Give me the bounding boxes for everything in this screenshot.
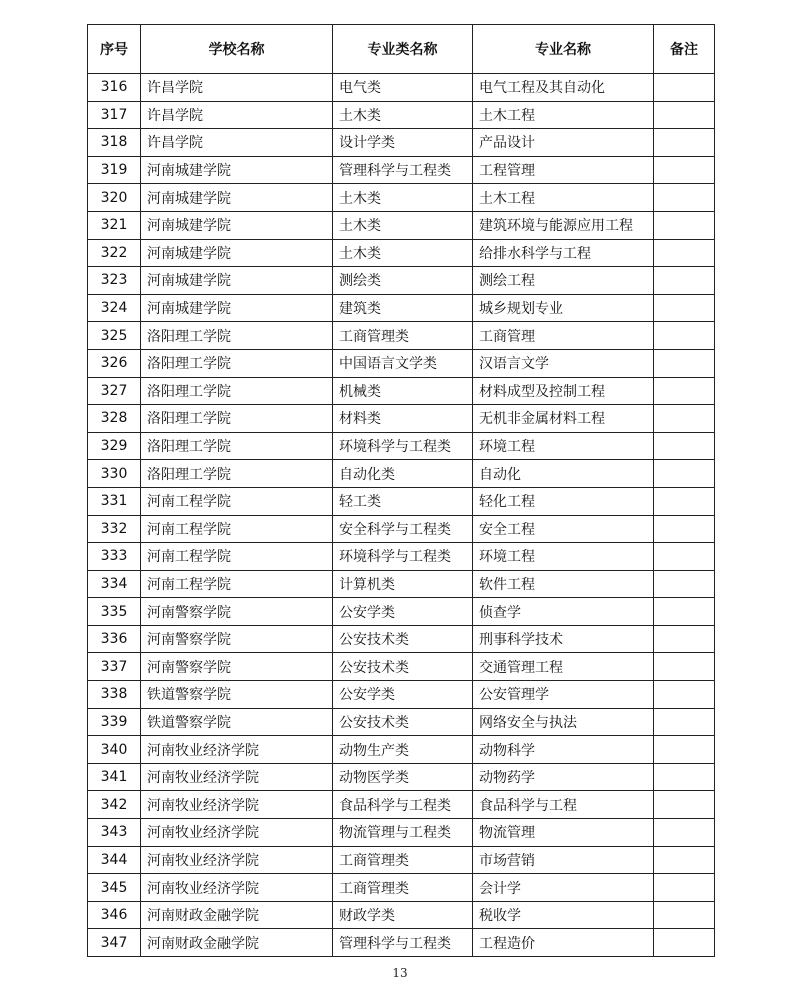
cell-school-name: 河南牧业经济学院 [141,819,333,847]
cell-major-name: 动物科学 [473,736,654,764]
cell-remarks [654,184,715,212]
cell-school-name: 河南财政金融学院 [141,929,333,957]
cell-major-category: 物流管理与工程类 [333,819,473,847]
table-row [88,736,715,764]
table-row [88,819,715,847]
cell-school-name: 河南牧业经济学院 [141,736,333,764]
cell-serial-number: 320 [88,184,141,212]
cell-serial-number: 316 [88,74,141,102]
cell-serial-number: 319 [88,156,141,184]
cell-remarks [654,377,715,405]
cell-major-name: 环境工程 [473,432,654,460]
cell-major-category: 动物医学类 [333,763,473,791]
cell-major-category: 公安学类 [333,681,473,709]
cell-school-name: 河南牧业经济学院 [141,846,333,874]
cell-school-name: 河南工程学院 [141,543,333,571]
cell-major-category: 机械类 [333,377,473,405]
cell-major-name: 工商管理 [473,322,654,350]
table-header [88,25,715,74]
table-row [88,653,715,681]
cell-serial-number: 335 [88,598,141,626]
table-row [88,377,715,405]
cell-remarks [654,239,715,267]
cell-serial-number: 346 [88,901,141,929]
cell-remarks [654,570,715,598]
cell-remarks [654,267,715,295]
cell-school-name: 河南工程学院 [141,487,333,515]
cell-serial-number: 334 [88,570,141,598]
table-row [88,487,715,515]
cell-major-name: 会计学 [473,874,654,902]
cell-serial-number: 327 [88,377,141,405]
cell-school-name: 洛阳理工学院 [141,432,333,460]
cell-major-name: 产品设计 [473,129,654,157]
table-row [88,570,715,598]
cell-major-name: 测绘工程 [473,267,654,295]
cell-major-name: 安全工程 [473,515,654,543]
cell-school-name: 河南警察学院 [141,653,333,681]
table-row [88,791,715,819]
cell-remarks [654,515,715,543]
cell-major-category: 食品科学与工程类 [333,791,473,819]
cell-serial-number: 322 [88,239,141,267]
cell-school-name: 河南工程学院 [141,515,333,543]
cell-school-name: 河南城建学院 [141,239,333,267]
cell-serial-number: 337 [88,653,141,681]
cell-school-name: 河南城建学院 [141,156,333,184]
cell-major-name: 无机非金属材料工程 [473,405,654,433]
cell-major-name: 税收学 [473,901,654,929]
table-row [88,432,715,460]
table-row [88,460,715,488]
cell-major-category: 管理科学与工程类 [333,929,473,957]
cell-major-name: 物流管理 [473,819,654,847]
cell-major-category: 工商管理类 [333,846,473,874]
cell-serial-number: 331 [88,487,141,515]
cell-remarks [654,598,715,626]
table-row [88,708,715,736]
cell-school-name: 许昌学院 [141,74,333,102]
cell-serial-number: 321 [88,211,141,239]
cell-school-name: 洛阳理工学院 [141,322,333,350]
cell-major-category: 公安技术类 [333,708,473,736]
table-body [88,74,715,957]
cell-major-category: 财政学类 [333,901,473,929]
table-row [88,625,715,653]
cell-remarks [654,625,715,653]
cell-major-category: 安全科学与工程类 [333,515,473,543]
cell-school-name: 河南城建学院 [141,294,333,322]
cell-school-name: 洛阳理工学院 [141,405,333,433]
table-row [88,929,715,957]
cell-major-name: 材料成型及控制工程 [473,377,654,405]
cell-serial-number: 323 [88,267,141,295]
cell-serial-number: 333 [88,543,141,571]
cell-major-category: 中国语言文学类 [333,349,473,377]
cell-serial-number: 347 [88,929,141,957]
cell-school-name: 铁道警察学院 [141,681,333,709]
cell-school-name: 铁道警察学院 [141,708,333,736]
cell-major-name: 动物药学 [473,763,654,791]
cell-major-category: 材料类 [333,405,473,433]
cell-serial-number: 326 [88,349,141,377]
table-row [88,598,715,626]
cell-major-name: 网络安全与执法 [473,708,654,736]
table-row [88,239,715,267]
cell-remarks [654,405,715,433]
table-row [88,74,715,102]
cell-major-name: 交通管理工程 [473,653,654,681]
cell-school-name: 河南城建学院 [141,267,333,295]
cell-major-name: 食品科学与工程 [473,791,654,819]
cell-serial-number: 345 [88,874,141,902]
cell-school-name: 洛阳理工学院 [141,377,333,405]
cell-remarks [654,653,715,681]
cell-major-name: 电气工程及其自动化 [473,74,654,102]
cell-major-category: 公安学类 [333,598,473,626]
cell-serial-number: 330 [88,460,141,488]
table-row [88,901,715,929]
cell-serial-number: 332 [88,515,141,543]
cell-school-name: 河南警察学院 [141,598,333,626]
cell-major-name: 工程管理 [473,156,654,184]
cell-school-name: 洛阳理工学院 [141,460,333,488]
header-school-name: 学校名称 [141,25,333,74]
cell-major-name: 汉语言文学 [473,349,654,377]
cell-major-category: 轻工类 [333,487,473,515]
cell-school-name: 河南工程学院 [141,570,333,598]
cell-serial-number: 342 [88,791,141,819]
cell-major-name: 自动化 [473,460,654,488]
cell-serial-number: 341 [88,763,141,791]
cell-major-name: 侦查学 [473,598,654,626]
cell-remarks [654,846,715,874]
cell-serial-number: 324 [88,294,141,322]
cell-major-category: 土木类 [333,184,473,212]
cell-major-category: 自动化类 [333,460,473,488]
page-number: 13 [392,966,408,980]
cell-school-name: 许昌学院 [141,101,333,129]
cell-major-category: 环境科学与工程类 [333,432,473,460]
cell-remarks [654,460,715,488]
cell-major-name: 公安管理学 [473,681,654,709]
table-row [88,763,715,791]
table-row [88,184,715,212]
cell-school-name: 许昌学院 [141,129,333,157]
table-row [88,543,715,571]
cell-serial-number: 318 [88,129,141,157]
cell-serial-number: 317 [88,101,141,129]
header-row [88,25,715,74]
cell-major-name: 土木工程 [473,184,654,212]
cell-major-name: 软件工程 [473,570,654,598]
cell-school-name: 河南警察学院 [141,625,333,653]
cell-serial-number: 339 [88,708,141,736]
table-row [88,515,715,543]
table-row [88,294,715,322]
table-row [88,129,715,157]
cell-remarks [654,432,715,460]
cell-remarks [654,819,715,847]
table-row [88,156,715,184]
header-major-category: 专业类名称 [333,25,473,74]
cell-remarks [654,294,715,322]
cell-major-name: 市场营销 [473,846,654,874]
table-row [88,846,715,874]
cell-remarks [654,791,715,819]
cell-major-name: 刑事科学技术 [473,625,654,653]
cell-major-name: 城乡规划专业 [473,294,654,322]
header-remarks: 备注 [654,25,715,74]
cell-school-name: 河南财政金融学院 [141,901,333,929]
cell-remarks [654,736,715,764]
cell-serial-number: 338 [88,681,141,709]
cell-serial-number: 343 [88,819,141,847]
cell-major-category: 工商管理类 [333,322,473,350]
cell-major-category: 管理科学与工程类 [333,156,473,184]
table-row [88,322,715,350]
majors-table [87,24,715,957]
cell-remarks [654,101,715,129]
cell-major-name: 建筑环境与能源应用工程 [473,211,654,239]
cell-remarks [654,487,715,515]
cell-major-category: 土木类 [333,101,473,129]
cell-major-category: 公安技术类 [333,625,473,653]
cell-remarks [654,929,715,957]
cell-school-name: 洛阳理工学院 [141,349,333,377]
table-row [88,405,715,433]
cell-remarks [654,211,715,239]
cell-major-category: 土木类 [333,211,473,239]
table-row [88,267,715,295]
cell-serial-number: 340 [88,736,141,764]
cell-major-category: 电气类 [333,74,473,102]
cell-major-name: 轻化工程 [473,487,654,515]
cell-remarks [654,681,715,709]
cell-major-name: 土木工程 [473,101,654,129]
cell-remarks [654,763,715,791]
cell-serial-number: 329 [88,432,141,460]
cell-major-category: 公安技术类 [333,653,473,681]
cell-major-category: 计算机类 [333,570,473,598]
cell-major-category: 测绘类 [333,267,473,295]
table-row [88,681,715,709]
cell-serial-number: 328 [88,405,141,433]
cell-school-name: 河南城建学院 [141,184,333,212]
cell-school-name: 河南牧业经济学院 [141,791,333,819]
cell-school-name: 河南牧业经济学院 [141,874,333,902]
cell-major-category: 动物生产类 [333,736,473,764]
cell-school-name: 河南牧业经济学院 [141,763,333,791]
cell-serial-number: 344 [88,846,141,874]
cell-major-category: 设计学类 [333,129,473,157]
cell-major-category: 建筑类 [333,294,473,322]
cell-major-name: 工程造价 [473,929,654,957]
cell-major-name: 给排水科学与工程 [473,239,654,267]
table-row [88,349,715,377]
cell-remarks [654,901,715,929]
cell-major-name: 环境工程 [473,543,654,571]
cell-remarks [654,708,715,736]
cell-major-category: 土木类 [333,239,473,267]
cell-remarks [654,74,715,102]
table-row [88,211,715,239]
cell-school-name: 河南城建学院 [141,211,333,239]
cell-major-category: 环境科学与工程类 [333,543,473,571]
cell-major-category: 工商管理类 [333,874,473,902]
cell-remarks [654,543,715,571]
table-row [88,874,715,902]
cell-remarks [654,874,715,902]
cell-serial-number: 336 [88,625,141,653]
cell-remarks [654,349,715,377]
table-row [88,101,715,129]
cell-remarks [654,129,715,157]
cell-remarks [654,322,715,350]
header-serial-number: 序号 [88,25,141,74]
cell-remarks [654,156,715,184]
cell-serial-number: 325 [88,322,141,350]
header-major-name: 专业名称 [473,25,654,74]
